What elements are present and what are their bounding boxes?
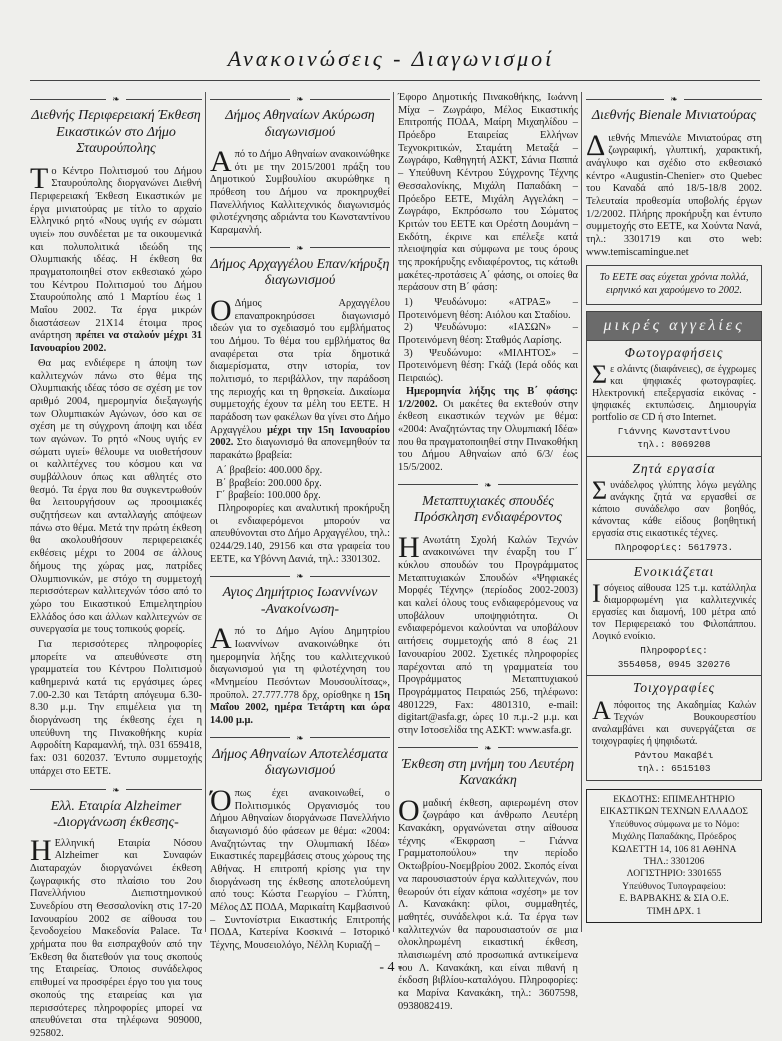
- ornament-icon: ❧: [296, 94, 304, 104]
- column-3: [398, 92, 578, 1012]
- prize-item: Β΄ βραβείο: 200.000 δρχ.: [216, 477, 322, 489]
- ornament-icon: ❧: [296, 732, 304, 743]
- paragraph: ο Κέντρο Πολιτισμού του Δήμου Σταυρούπολης διοργανώνει Διεθνή Περιφερειακή Έκθεση Εικαστικών με έργα μινιατούρας με τίτλο το αρχαίο Ελληνικό ρητό «Νους υγιής εν σώματι υγιεί» που συνδέεται με τα οικουμενικά και πολυπολιτικά ιδεώδη της Ολυμπιακής ιδέας. Η έκθεση θα πραγματοποιηθεί στον εκθεσιακό χώρο του Κέντρου Πολιτισμού του Δήμου Σταυρούπολης από 1 Μαρτίου έως 1 Μαΐου 2002. Τα έργα μικρών διαστάσεων 21Χ14 έτοιμα προς ανάρτηση: [30, 165, 202, 342]
- deadline-text: 15η Μαΐου 2002, ημέρα Τετάρτη και ώρα 14.00 μ.μ.: [210, 689, 390, 727]
- drop-cap: Ι: [592, 579, 601, 609]
- column-4: [586, 92, 762, 932]
- ornament-icon: ❧: [484, 742, 492, 753]
- article-title: [30, 799, 202, 832]
- publisher-line: Μιχάλης Παπαδάκης, Πρόεδρος: [611, 831, 737, 843]
- ornament-divider: [30, 785, 202, 795]
- ornament-icon: ❧: [112, 784, 120, 795]
- article-title: Διεθνής Bienale Μινιατούρας: [591, 108, 757, 123]
- drop-cap: Σ: [592, 359, 608, 389]
- publisher-line: Υπεύθυνος σύμφωνα με το Νόμο:: [608, 818, 740, 830]
- classified-phone: τηλ.: 8069208: [637, 439, 711, 451]
- publisher-line: ΛΟΓΙΣΤΗΡΙΟ: 3301655: [626, 868, 722, 880]
- ornament-divider: [398, 743, 578, 753]
- drop-cap: Ο: [210, 293, 232, 327]
- drop-cap: Σ: [592, 476, 608, 506]
- publisher-line: Υπεύθυνος Τυπογραφείου:: [622, 880, 726, 892]
- paragraph: Για περισσότερες πληροφορίες μπορείτε να απευθύνεστε στη γραμματεία του Κέντρου Πολιτισμού καθημερινά κατά τις εργάσιμες ώρες 7.00-2.30 και Τετάρτη απόγευμα 6.30-8.30 μ.μ. Την επιμέλεια για τη διοργάνωση της έκθεσης έχει η υπεύθυνη της Πινακοθήκης κυρία Αφροδίτη Καραμανλή, τηλ. 031 659418, fax: 031 602037. Έντυπο συμμετοχής υπάρχει στο ΕΕΤΕ.: [30, 638, 202, 777]
- classified-item: [587, 559, 761, 675]
- classified-contact: Ράντου Μακαβέι: [634, 749, 714, 761]
- classified-title: Τοιχογραφίες: [632, 680, 716, 696]
- classified-contact: Πληροφορίες:: [640, 645, 708, 657]
- ornament-icon: ❧: [296, 571, 304, 582]
- article-title: Έκθεση στη μνήμη του Λευτέρη Κανακάκη: [401, 756, 575, 789]
- page-number: - 4 -: [379, 960, 403, 975]
- publisher-line: ΕΙΚΑΣΤΙΚΩΝ ΤΕΧΝΩΝ ΕΛΛΑΔΟΣ: [599, 806, 748, 818]
- drop-cap: Ο: [398, 793, 420, 827]
- winner-item: 3) Ψευδώνυμο: «ΜΙΛΗΤΟΣ» – Προτεινόμενη θέση: Γκάζι (Ιερά οδός και Πειραιώς).: [398, 347, 578, 385]
- publisher-line: ΤΙΜΗ ΔΡΧ. 1: [646, 905, 702, 917]
- classified-phone: 3554058, 0945 320276: [617, 658, 731, 670]
- ornament-divider: [586, 94, 762, 104]
- ornament-divider: [398, 480, 578, 490]
- classified-title: Ενοικιάζεται: [633, 563, 715, 579]
- article-title: Δήμος Αθηναίων Αποτελέσματα διαγωνισμού: [212, 746, 388, 779]
- drop-cap: Α: [210, 622, 232, 656]
- paragraph: Στο διαγωνισμό θα απονεμηθούν τα παρακάτω βραβεία:: [210, 437, 390, 462]
- column-divider: [393, 92, 394, 932]
- drop-cap: Α: [210, 145, 232, 179]
- title-line: -Διοργάνωση έκθεσης-: [53, 815, 179, 831]
- paragraph: μαδική έκθεση, αφιερωμένη στον ζωγράφο και άνθρωπο Λευτέρη Κανακάκη, οργανώνεται στην αίθουσα τέχνης «Έκφραση – Γιάννα Γραμματοπούλου» την περίοδο Οκτωβρίου-Νοεμβρίου 2002. Σκοπός είναι να παρουσιαστούν έργα καλλιτεχνών, που θεωρούν ότι είχαν κάποια «σχέση» με τον Λ. Κανακάκη: φίλοι, συμμαθητές, μαθητές, συνάδελφοι κ.ά. Τα έργα των καλλιτεχνών θα παρουσιαστούν σε μια ολοκληρωμένη εικαστική έκθεση, πλαισιωμένη από προσωπικά αντικείμενα του Λ. Κανακάκη, και είναι πιθανή η έκδοση βιβλίου-καταλόγου. Πληροφορίες: κα Μαρίνα Κανακάκη, τηλ.: 3607598, 0938082419.: [398, 797, 578, 1012]
- drop-cap: Δ: [586, 128, 606, 162]
- ornament-divider: [210, 243, 390, 253]
- classified-header: μικρές αγγελίες: [587, 312, 761, 340]
- ornament-icon: ❧: [112, 94, 120, 104]
- deadline-text: πρέπει να σταλούν μέχρι 31 Ιανουαρίου 2002.: [30, 330, 202, 355]
- publisher-line: ΤΗΛ.: 3301206: [643, 856, 705, 867]
- classified-text: σόγειος αίθουσα 125 τ.μ. κατάλληλα διαμορφωμένη για καλλιτεχνικές εργασίες και διαμονή, 100 μέτρα από τον Περιφερειακό του Φιλοπάππου. Λογικό ενοίκιο.: [592, 583, 756, 643]
- classified-item: [587, 675, 761, 779]
- column-divider: [581, 92, 582, 932]
- classified-item: [587, 340, 761, 456]
- paragraph: Έφορο Δημοτικής Πινακοθήκης, Ιωάννη Μίχα – Ζωγράφο, Μέλος Εικαστικής Επιτροπής ΠΟΔΑ, Μαίρη Μιχαηλίδου – Πρόεδρο Εταιρείας Ελλήνων Τεχνοκριτικών, Σταμάτη Μεταξά – Ζωγράφο, Καθηγητή ΑΣΚΤ, Σάνια Παππά – Υπεύθυνη Κέντρου Σύγχρονης Τέχνης Θεσσαλονίκης, Μιχάλη Παπαδάκη – Πρόεδρο ΕΕΤΕ, Μιχάλη Αγγελάκη – Ζωγράφο, Εκπρόσωπο του Σώματος Κριτών του ΕΕΤΕ και Ορέστη Δουμάνη – Εκδότη, έκρινε και επέλεξε κατά πλειοψηφία και σύμφωνα με τους όρους της προκήρυξης ενδιαφέροντος, τις κάτωθι μακέτες-προτάσεις Α΄ φάσης, οι οποίες θα περάσουν στη Β΄ φάση:: [398, 92, 578, 294]
- ornament-icon: ❧: [296, 242, 304, 253]
- paragraph: Ανωτάτη Σχολή Καλών Τεχνών ανακοινώνει την έναρξη του Γ΄ κύκλου σπουδών του Προγράμματος Μεταπτυχιακών Σπουδών «Ψηφιακές Μορφές Τέχνης» (περίοδος 2002-2003) και καλεί όλους τους ενδιαφερόμενους να υποβάλουν υποψηφιότητα. Οι ενδιαφερόμενοι καλούνται να υποβάλουν αιτήσεις συμμετοχής από 8 έως 21 Ιανουαρίου 2002. Σχετικές πληροφορίες παρέχονται από τη γραμματεία του Προγράμματος Μεταπτυχιακού Προγράμματος Πειραιώς 256, τηλέφωνο: 4801229, Fax: 4801310, e-mail: digitart@asfa.gr, ώρες 10 π.μ.-2 μ.μ. και στην Ιστοσελίδα της ΑΣΚΤ: www.asfa.gr.: [398, 534, 578, 736]
- paragraph: Δήμος Αρχαγγέλου επαναπροκηρύσσει διαγωνισμό ιδεών για το σχεδιασμό του εμβλήματος του Δήμου. Το θέμα του εμβλήματος θα αναφέρεται στα τρία δημοτικά διαμερίσματα, στην ιστορία, τον πολιτισμό, το περιβάλλον, την παράδοση της περιοχής και τη θρησκεία. Δικαίωμα συμμετοχής έχουν τα μέλη του ΕΕΤΕ. Η παράδοση των φακέλων θα γίνει στο Δήμο Αρχαγγέλου: [210, 297, 390, 436]
- paragraph: πό το Δήμο Αθηναίων ανακοινώθηκε ότι με την 2015/2001 πράξη του Δημοτικού Συμβουλίου ακυρώθηκε η πρόθεση του Δήμου να προκηρυχθεί Πανελλήνιος Καλλιτεχνικός διαγωνισμός φιλοτέχνησης αδριάντα του Κωνσταντίνου Καραμανλή.: [210, 149, 390, 237]
- paragraph: Οι μακέτες θα εκτεθούν στην έκθεση εικαστικών τεχνών με θέμα: «2004: Αναζητώντας την Ολυμπιακή Ιδέα» που θα πραγματοποιηθεί στην Πινακοθήκη του Δήμου Αθηναίων από 6/3/ έως 15/5/2002.: [398, 398, 578, 473]
- paragraph: Πληροφορίες και αναλυτική προκήρυξη οι ενδιαφερόμενοι μπορούν να απευθύνονται στο Δήμο Αρχαγγέλου, τηλ.: 0244/29.140, 29156 και στα γραφεία του ΕΕΤΕ, κα Υβόννη Δανιά, τηλ.: 3301302.: [210, 502, 390, 565]
- column-divider: [205, 92, 206, 932]
- drop-cap: Η: [398, 530, 420, 564]
- publisher-line: ΕΚΔΟΤΗΣ: ΕΠΙΜΕΛΗΤΗΡΙΟ: [613, 793, 735, 805]
- drop-cap: Ό: [210, 783, 232, 817]
- ornament-divider: [210, 571, 390, 581]
- classified-item: [587, 456, 761, 559]
- paragraph: ιεθνής Μπιενάλε Μινιατούρας στη ζωγραφική, γλυπτική, χαρακτική, ανάγλυφο και σχέδιο στο εκθεσιακό κέντρο «Augustin-Chenier» στο Quebec του Καναδά από 18/5-18/8 2002. Τελευταία προθεσμία υποβολής έργων 1/2/2002. Πλήρης προκήρυξη και έντυπο συμμετοχής στο ΕΕΤΕ, κα Χούντα Νανά, τηλ.: 3301719 και στο web: www.temiscamingue.net: [586, 132, 762, 258]
- ornament-icon: ❧: [484, 479, 492, 490]
- ornament-divider: [210, 733, 390, 743]
- classified-contact: Πληροφορίες: 5617973.: [614, 542, 734, 554]
- publisher-line: Ε. ΒΑΡΒΑΚΗΣ & ΣΙΑ Ο.Ε.: [619, 893, 729, 905]
- classified-ads: [586, 311, 762, 781]
- header-rule: [30, 80, 760, 81]
- article-title: Διεθνής Περιφερειακή Έκθεση Εικαστικών στο Δήμο Σταυρούπολης: [31, 108, 201, 157]
- prize-item: Γ΄ βραβείο: 100.000 δρχ.: [216, 490, 321, 502]
- drop-cap: Α: [592, 695, 611, 725]
- classified-title: Φωτογραφήσεις: [624, 344, 724, 360]
- drop-cap: Η: [30, 833, 52, 867]
- publisher-line: ΚΩΛΕΤΤΗ 14, 106 81 ΑΘΗΝΑ: [611, 843, 737, 855]
- classified-title: Ζητά εργασία: [632, 460, 716, 476]
- title-line: Αγιος Δημήτριος Ιωαννίνων: [222, 585, 378, 601]
- ornament-divider: [30, 94, 202, 104]
- classified-contact: Γιάννης Κωνσταντίνου: [617, 425, 731, 437]
- prize-item: Α΄ βραβείο: 400.000 δρχ.: [216, 464, 323, 476]
- title-line: Ελλ. Εταιρία Alzheimer: [50, 798, 182, 814]
- column-1: [30, 92, 202, 1039]
- ornament-icon: ❧: [670, 94, 678, 104]
- deadline-text: Ημερομηνία λήξης της Β΄ φάσης: 1/2/2002.: [398, 385, 578, 410]
- paragraph: Θα μας ενδιέφερε η άποψη των καλλιτεχνών πάνω στο θέμα της Ολυμπιακής ιδέας τόσο σε σχέση με τον αριθμό 2004, ημερομηνία διεξαγωγής των Ολυμπιακών Αγώνων, όσο και σε σχέση με τη σύγχρονη άποψη και ιδέα των αγώνων. Το ρητό «Νους υγιής εν σώματι υγιεί» θέλουμε να υιοθετήσουν οι καλλιτέχνες του κόσμου και να συμβάλλουν όπως και αθλητές στο θεσμό. Τα έργα που θα συγκεντρωθούν θα λειτουργήσουν ως προοιμιακές συζητήσεων και ανταλλαγής απόψεων πάνω στο θέμα. Μετά την πρώτη έκθεση θα ακολουθήσουν περιφερειακές εκθέσεις μέχρι το 2004 σε άλλους δήμους της χώρας μας, πατρίδες Ολυμπιονικών, με στόχο τη συμμετοχή περισσότερων καλλιτεχνών τόσο από το χώρο του Εικαστικού Επιμελητηρίου Ελλάδος όσο και άλλων καλλιτεχνών σε συνεργασία με τους τοπικούς φορείς.: [30, 357, 202, 636]
- article-title: Δήμος Αθηναίων Ακύρωση διαγωνισμού: [225, 108, 375, 140]
- ornament-divider: [210, 94, 390, 104]
- classified-text: ε σλάιντς (διαφάνειες), σε έγχρωμες και ψηφιακές φωτογραφίες. Ηλεκτρονική επεξεργασία εικόνας - ψηφιακές εκτυπώσεις. Δημιουργία portfolio σε CD ή στο Internet.: [592, 363, 756, 423]
- greeting-box: Το ΕΕΤΕ σας εύχεται χρόνια πολλά, ειρηνικό και χαρούμενο το 2002.: [586, 265, 762, 305]
- article-title: [210, 585, 390, 618]
- article-body: [30, 161, 202, 779]
- article-title: Μεταπτυχιακές σπουδές Πρόσκληση ενδιαφέροντος: [413, 493, 563, 526]
- section-title: Ανακοινώσεις - Διαγωνισμοί: [227, 46, 555, 71]
- title-line: -Ανακοίνωση-: [260, 601, 340, 617]
- winner-item: 2) Ψευδώνυμο: «ΙΑΣΩΝ» – Προτεινόμενη θέση: Σταθμός Λαρίσης.: [398, 322, 578, 347]
- paragraph: πως έχει ανακοινωθεί, ο Πολιτισμικός Οργανισμός του Δήμου Αθηναίων διοργάνωσε Πανελλήνιο διαγωνισμό δύο φάσεων με θέμα: «2004: Αναζητώντας την Ολυμπιακή Ιδέα» Εικαστικές παρεμβάσεις στους χώρους της Αθήνας. Η επιτροπή κρίσης για την διοργάνωση της έκθεσης αποτελούμενη από τους: Κώστα Γεωργίου – Γλύπτη, Μέλος ΔΣ ΠΟΔΑ, Μαρικαίτη Καμβασινού – Συντονίστρια Εικαστικής Επιτροπής ΠΟΔΑ, Κατερίνα Κοσκινά – Ιστορικό Τέχνης, Μουσειολόγο, Νέλλη Κυριαζή –: [210, 787, 390, 952]
- classified-text: υνάδελφος γλύπτης λόγω μεγάλης ανάγκης ζητά να εργασθεί σε κάποιο συνάδελφο σαν βοηθός, κάνοντας κάθε είδους βοηθητική εργασία στις εικαστικές τέχνες.: [592, 480, 756, 540]
- paragraph: Ελληνική Εταιρία Νόσου Alzheimer και Συναφών Διαταραχών διοργανώνει έκθεση ζωγραφικής στο πλαίσιο του 2ου Πανελλήνιου Διεπιστημονικού Συνεδρίου στη Θεσσαλονίκη στις 17-20 Ιανουαρίου 2002 σε αίθουσα του ξενοδοχείου Μακεδονία Palace. Τα χρήματα που θα εισπραχθούν από την Έκθεση θα διατεθούν για τους σκοπούς της Εταιρείας. Όποιος συνάδελφος επιθυμεί να προσφέρει έργο του για τους σκοπούς της εταιρείας και για περισσότερες πληροφορίες μπορεί να απευθύνεται στα τηλέφωνα 909000, 925802.: [30, 837, 202, 1039]
- classified-text: πόφοιτος της Ακαδημίας Καλών Τεχνών Βουκουρεστίου αναλαμβάνει και συνεργάζεται σε τοιχογραφίες ή ψηφιδωτά.: [592, 699, 756, 747]
- classified-phone: τηλ.: 6515103: [637, 763, 711, 775]
- article-title: Δήμος Αρχαγγέλου Επαν/κήρυξη διαγωνισμού: [210, 256, 390, 289]
- paragraph: πό το Δήμο Αγίου Δημητρίου Ιωαννίνων ανακοινώθηκε ότι ημερομηνία λήξης του καλλιτεχνικού διαγωνισμού για τη φιλοτέχνηση του «Μνημείου Πεσόντων Μουσουλίτσας», προϋπολ. 27.777.778 δρχ, ορίσθηκε η: [210, 626, 390, 701]
- column-2: [210, 92, 390, 952]
- drop-cap: Τ: [30, 161, 49, 195]
- deadline-text: μέχρι την 15η Ιανουαρίου 2002.: [210, 424, 390, 449]
- publisher-box: [586, 789, 762, 924]
- winner-item: 1) Ψευδώνυμο: «ΑΤΡΑΞ» – Προτεινόμενη θέση: Αιόλου και Σταδίου.: [398, 297, 578, 321]
